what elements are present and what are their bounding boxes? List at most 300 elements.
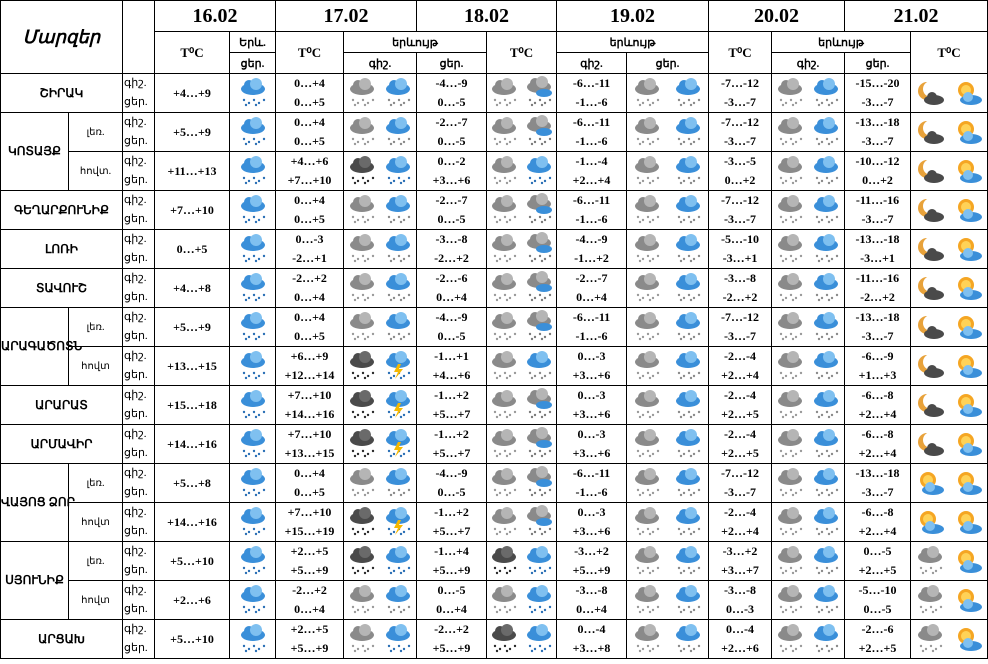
night-day-label: [123, 74, 155, 113]
snow-icon: [673, 430, 703, 458]
dark-rain-icon: [347, 508, 377, 536]
weather-icon-cell: [487, 503, 557, 542]
day-temp: -2…+1: [292, 251, 327, 265]
night-temp: -7…-12: [721, 193, 759, 207]
night-temp: -2…+2: [292, 271, 327, 285]
date-header: 19.02: [557, 1, 709, 32]
temp-cell: [557, 191, 627, 230]
cloud-snow-icon: [489, 430, 519, 458]
snow-icon: [383, 79, 413, 107]
night-temp: -5…-10: [721, 232, 759, 246]
temp-cell: [709, 308, 772, 347]
day-temp: -2…+2: [860, 290, 895, 304]
sun-cloud-icon: [953, 586, 983, 614]
rain-icon: [230, 152, 276, 191]
day-temp: 0…+4: [436, 602, 467, 616]
weather-icon-cell: [772, 620, 845, 659]
night-label: գիշ.: [124, 584, 147, 596]
temp-cell: [845, 386, 911, 425]
day-label: ցեր.: [124, 213, 148, 225]
day-temp: -1…-6: [575, 485, 608, 499]
temp-cell: [557, 386, 627, 425]
region-name: ՏԱՎՈՒՇ: [1, 269, 123, 308]
day-temp: -1…-6: [575, 95, 608, 109]
temp-cell: [845, 503, 911, 542]
night-temp: -2…-7: [435, 193, 468, 207]
day-temp: +3…+6: [572, 368, 611, 382]
weather-icon-cell: [344, 74, 417, 113]
rain-snow-icon: [524, 196, 554, 224]
temp-cell: [845, 191, 911, 230]
day-temp: 0…+5: [294, 212, 325, 226]
rain-snow-icon: [524, 313, 554, 341]
rain-icon: [524, 157, 554, 185]
dark-rain-icon: [347, 352, 377, 380]
rain-icon: [230, 581, 276, 620]
temp-cell: +15…+18: [155, 386, 230, 425]
weather-icon-cell: [911, 269, 988, 308]
temp-cell: [709, 386, 772, 425]
night-temp: -2…+2: [292, 583, 327, 597]
weather-icon-cell: [487, 581, 557, 620]
rain-icon: [524, 547, 554, 575]
dark-rain-icon: [489, 625, 519, 653]
weather-icon-cell: [344, 269, 417, 308]
weather-icon-cell: [772, 269, 845, 308]
day-temp: 0…-5: [437, 212, 466, 226]
dark-rain-icon: [347, 391, 377, 419]
cloud-snow-icon: [775, 352, 805, 380]
snow-icon: [673, 274, 703, 302]
night-temp: -6…-8: [861, 505, 894, 519]
night-temp: -3…-8: [575, 583, 608, 597]
night-subheader: գիշ.: [344, 53, 417, 74]
regions-header: Մարզեր: [1, 1, 123, 74]
temp-cell: [276, 503, 344, 542]
corner-spacer: [123, 1, 155, 74]
rain-icon: [230, 308, 276, 347]
day-temp: 0…+4: [294, 602, 325, 616]
day-temp: +2…+5: [721, 407, 759, 421]
temp-cell: [557, 620, 627, 659]
weather-icon-cell: [487, 386, 557, 425]
weather-icon-cell: [627, 386, 709, 425]
temp-cell: [417, 503, 487, 542]
temp-cell: +5…+8: [155, 464, 230, 503]
day-temp: +4…+6: [432, 368, 471, 382]
cloud-snow-icon: [489, 79, 519, 107]
temp-cell: [417, 308, 487, 347]
night-temp: -15…-20: [855, 76, 900, 90]
day-label: ցեր.: [124, 96, 148, 108]
region-name: ՇԻՐԱԿ: [1, 74, 123, 113]
night-temp: -4…-9: [435, 76, 468, 90]
night-temp: -13…-18: [855, 466, 900, 480]
night-temp: -6…-11: [572, 466, 611, 480]
night-temp: -3…+2: [574, 544, 609, 558]
day-label: ցեր.: [124, 135, 148, 147]
weather-icon-cell: [344, 308, 417, 347]
day-temp: 0…+5: [294, 329, 325, 343]
snow-icon: [811, 79, 841, 107]
night-temp: 0…-3: [577, 505, 606, 519]
day-temp: +5…+7: [432, 524, 471, 538]
day-temp: +12…+14: [284, 368, 335, 382]
subregion-label: հովտ: [69, 503, 123, 542]
day-temp: 0…+4: [576, 602, 607, 616]
temp-cell: [417, 347, 487, 386]
subregion-label: հովտ: [69, 347, 123, 386]
weather-icon-cell: [911, 581, 988, 620]
weather-icon-cell: [772, 191, 845, 230]
night-temp: -6…-11: [572, 115, 611, 129]
weather-icon-cell: [911, 347, 988, 386]
weather-icon-cell: [487, 230, 557, 269]
day-temp: +5…+9: [290, 563, 329, 577]
snow-icon: [811, 391, 841, 419]
day-temp: -2…+2: [434, 251, 469, 265]
weather-icon-cell: [627, 230, 709, 269]
snow-icon: [811, 625, 841, 653]
day-temp: 0…+4: [576, 290, 607, 304]
temp-cell: [557, 581, 627, 620]
weather-icon-cell: [344, 542, 417, 581]
temp-cell: [557, 269, 627, 308]
night-temp: -10…-12: [855, 154, 900, 168]
weather-icon-cell: [627, 269, 709, 308]
thunder-icon: [383, 508, 413, 536]
weather-icon-cell: [487, 152, 557, 191]
weather-icon-cell: [772, 113, 845, 152]
temp-cell: [709, 74, 772, 113]
day-subheader: ցեր.: [417, 53, 487, 74]
day-temp: +5…+7: [432, 407, 471, 421]
weather-icon-cell: [772, 503, 845, 542]
night-day-label: [123, 347, 155, 386]
temp-cell: [417, 269, 487, 308]
temp-header: T⁰C: [911, 32, 988, 74]
day-temp: -3…-7: [724, 329, 756, 343]
cloud-snow-icon: [632, 313, 662, 341]
weather-icon-cell: [627, 113, 709, 152]
sun-cloud-icon: [953, 79, 983, 107]
phenomenon-header: Երև.: [230, 32, 276, 53]
temp-cell: [845, 308, 911, 347]
temp-cell: [417, 581, 487, 620]
weather-icon-cell: [344, 230, 417, 269]
temp-cell: [845, 542, 911, 581]
night-temp: +2…+5: [290, 622, 329, 636]
cloud-snow-icon: [347, 274, 377, 302]
day-temp: -1…+2: [574, 251, 609, 265]
cloud-snow-icon: [775, 118, 805, 146]
night-subheader: գիշ.: [557, 53, 627, 74]
temp-cell: +4…+8: [155, 269, 230, 308]
night-temp: +7…+10: [287, 505, 332, 519]
rain-icon: [230, 620, 276, 659]
subregion-label: լեռ.: [69, 308, 123, 347]
weather-icon-cell: [772, 464, 845, 503]
night-label: գիշ.: [124, 272, 147, 284]
cloud-snow-icon: [775, 157, 805, 185]
day-temp: 0…+5: [294, 485, 325, 499]
day-temp: 0…+4: [294, 290, 325, 304]
weather-icon-cell: [344, 425, 417, 464]
weather-icon-cell: [772, 581, 845, 620]
temp-cell: [276, 464, 344, 503]
cloud-snow-icon: [775, 313, 805, 341]
weather-icon-cell: [911, 386, 988, 425]
cloud-snow-icon: [489, 391, 519, 419]
subregion-label: հովտ.: [69, 152, 123, 191]
temp-cell: [845, 620, 911, 659]
region-name: ՎԱՅՈՑ ՁՈՐ: [1, 464, 69, 542]
day-temp: 0…-5: [863, 602, 892, 616]
region-name: ԳԵՂԱՐՔՈՒՆԻՔ: [1, 191, 123, 230]
day-temp: -3…-7: [724, 134, 756, 148]
dark-rain-icon: [347, 430, 377, 458]
day-temp: -1…-6: [575, 329, 608, 343]
subregion-label: հովտ: [69, 581, 123, 620]
day-label: ցեր.: [124, 603, 148, 615]
weather-icon-cell: [627, 542, 709, 581]
day-temp: +2…+4: [572, 173, 611, 187]
temp-cell: [276, 74, 344, 113]
night-day-label: [123, 113, 155, 152]
night-temp: +7…+10: [287, 388, 332, 402]
weather-icon-cell: [344, 503, 417, 542]
cloud-snow-icon: [632, 274, 662, 302]
day-temp: +2…+4: [858, 524, 897, 538]
cloud-snow-icon: [489, 235, 519, 263]
cloud-snow-icon: [915, 547, 945, 575]
night-label: գիշ.: [124, 389, 147, 401]
temp-cell: [276, 191, 344, 230]
night-label: գիշ.: [124, 233, 147, 245]
day-temp: +3…+6: [572, 407, 611, 421]
night-label: գիշ.: [124, 350, 147, 362]
snow-icon: [383, 469, 413, 497]
date-header: 20.02: [709, 1, 845, 32]
sun-cloud-icon: [953, 196, 983, 224]
sun-cloud-icon: [953, 313, 983, 341]
day-temp: +3…+8: [572, 641, 611, 655]
snow-icon: [383, 196, 413, 224]
day-label: ցեր.: [124, 486, 148, 498]
weather-icon-cell: [344, 347, 417, 386]
cloud-snow-icon: [632, 430, 662, 458]
cloud-snow-icon: [915, 625, 945, 653]
temp-cell: [417, 425, 487, 464]
day-temp: +5…+9: [432, 641, 471, 655]
snow-icon: [811, 547, 841, 575]
night-temp: -1…-4: [575, 154, 608, 168]
weather-icon-cell: [772, 74, 845, 113]
weather-icon-cell: [911, 308, 988, 347]
temp-cell: [417, 191, 487, 230]
night-temp: -3…-8: [724, 271, 756, 285]
weather-icon-cell: [487, 308, 557, 347]
night-temp: -7…-12: [721, 310, 759, 324]
day-temp: +13…+15: [284, 446, 335, 460]
day-temp: +5…+7: [432, 446, 471, 460]
weather-icon-cell: [627, 425, 709, 464]
night-temp: -11…-16: [855, 193, 900, 207]
temp-cell: +5…+9: [155, 308, 230, 347]
night-temp: -4…-9: [575, 232, 608, 246]
weather-icon-cell: [487, 620, 557, 659]
night-day-label: [123, 230, 155, 269]
cloud-snow-icon: [489, 157, 519, 185]
temp-cell: [709, 113, 772, 152]
temp-cell: [845, 113, 911, 152]
night-temp: +7…+10: [287, 427, 332, 441]
temp-header: T⁰C: [155, 32, 230, 74]
day-label: ցեր.: [124, 330, 148, 342]
weather-icon-cell: [487, 464, 557, 503]
temp-cell: 0…+5: [155, 230, 230, 269]
snow-icon: [383, 274, 413, 302]
night-temp: 0…-3: [577, 427, 606, 441]
temp-cell: [276, 308, 344, 347]
night-temp: -13…-18: [855, 310, 900, 324]
temp-cell: [417, 464, 487, 503]
temp-cell: [557, 113, 627, 152]
rain-icon: [524, 586, 554, 614]
cloud-snow-icon: [775, 625, 805, 653]
snow-icon: [524, 352, 554, 380]
night-day-label: [123, 581, 155, 620]
weather-icon-cell: [487, 113, 557, 152]
rain-icon: [230, 425, 276, 464]
weather-icon-cell: [627, 503, 709, 542]
sun-cloud-icon: [915, 469, 945, 497]
cloud-snow-icon: [632, 118, 662, 146]
night-label: գիշ.: [124, 194, 147, 206]
day-label: ցեր.: [124, 564, 148, 576]
temp-cell: +4…+9: [155, 74, 230, 113]
rain-icon: [230, 347, 276, 386]
night-temp: 0…+4: [294, 76, 325, 90]
rain-icon: [230, 464, 276, 503]
night-temp: -2…-7: [435, 115, 468, 129]
moon-cloud-icon: [915, 274, 945, 302]
day-label: ցեր.: [124, 291, 148, 303]
day-label: ցեր.: [124, 369, 148, 381]
cloud-snow-icon: [347, 625, 377, 653]
weather-icon-cell: [911, 74, 988, 113]
weather-icon-cell: [344, 152, 417, 191]
night-temp: +4…+6: [290, 154, 329, 168]
weather-icon-cell: [772, 386, 845, 425]
temp-cell: [557, 230, 627, 269]
sun-cloud-icon: [953, 430, 983, 458]
night-temp: +2…+5: [290, 544, 329, 558]
weather-icon-cell: [911, 464, 988, 503]
night-temp: -11…-16: [855, 271, 900, 285]
weather-icon-cell: [344, 620, 417, 659]
day-label: ցեր.: [124, 408, 148, 420]
temp-cell: [709, 191, 772, 230]
temp-header: T⁰C: [709, 32, 772, 74]
snow-icon: [673, 469, 703, 497]
cloud-snow-icon: [632, 508, 662, 536]
snow-icon: [673, 118, 703, 146]
night-temp: -3…-5: [724, 154, 756, 168]
night-subheader: գիշ.: [772, 53, 845, 74]
temp-cell: [845, 464, 911, 503]
rain-icon: [230, 503, 276, 542]
region-name: ԱՐԱԳԱԾՈՏՆ: [1, 308, 69, 386]
night-temp: -2…-4: [724, 388, 756, 402]
rain-icon: [230, 230, 276, 269]
temp-cell: +11…+13: [155, 152, 230, 191]
rain-snow-icon: [524, 430, 554, 458]
weather-icon-cell: [344, 581, 417, 620]
weather-icon-cell: [911, 152, 988, 191]
sun-cloud-icon: [953, 157, 983, 185]
temp-cell: [709, 152, 772, 191]
sun-cloud-icon: [953, 274, 983, 302]
day-label: ցեր.: [124, 174, 148, 186]
weather-icon-cell: [487, 269, 557, 308]
day-temp: +2…+4: [858, 446, 897, 460]
night-temp: -1…+2: [434, 388, 469, 402]
temp-cell: [709, 620, 772, 659]
night-label: գիշ.: [124, 623, 147, 635]
rain-snow-icon: [524, 274, 554, 302]
day-temp: -1…-6: [575, 212, 608, 226]
snow-icon: [811, 508, 841, 536]
temp-cell: [417, 620, 487, 659]
weather-icon-cell: [487, 74, 557, 113]
subregion-label: լեռ.: [69, 542, 123, 581]
dark-rain-icon: [347, 547, 377, 575]
night-temp: 0…+4: [294, 193, 325, 207]
snow-icon: [811, 157, 841, 185]
temp-cell: [417, 113, 487, 152]
snow-icon: [811, 235, 841, 263]
day-temp: +3…+7: [721, 563, 759, 577]
rain-snow-icon: [524, 118, 554, 146]
cloud-snow-icon: [775, 235, 805, 263]
sun-cloud-icon: [953, 508, 983, 536]
moon-cloud-icon: [915, 430, 945, 458]
night-temp: -1…+2: [434, 427, 469, 441]
night-temp: 0…-4: [726, 622, 754, 636]
night-day-label: [123, 152, 155, 191]
cloud-snow-icon: [775, 547, 805, 575]
temp-cell: [557, 347, 627, 386]
snow-icon: [811, 196, 841, 224]
thunder-icon: [383, 391, 413, 419]
snow-icon: [673, 196, 703, 224]
night-day-label: [123, 425, 155, 464]
phenomenon-header: երևույթ: [557, 32, 709, 53]
rain-icon: [383, 547, 413, 575]
night-day-label: [123, 308, 155, 347]
phenomenon-header: երևույթ: [772, 32, 911, 53]
temp-cell: [276, 347, 344, 386]
night-temp: 0…-3: [577, 349, 606, 363]
day-temp: +3…+6: [572, 524, 611, 538]
rain-snow-icon: [524, 235, 554, 263]
temp-cell: [417, 152, 487, 191]
temp-cell: [417, 386, 487, 425]
night-temp: 0…-3: [577, 388, 606, 402]
weather-icon-cell: [344, 113, 417, 152]
night-temp: -2…-4: [724, 427, 756, 441]
